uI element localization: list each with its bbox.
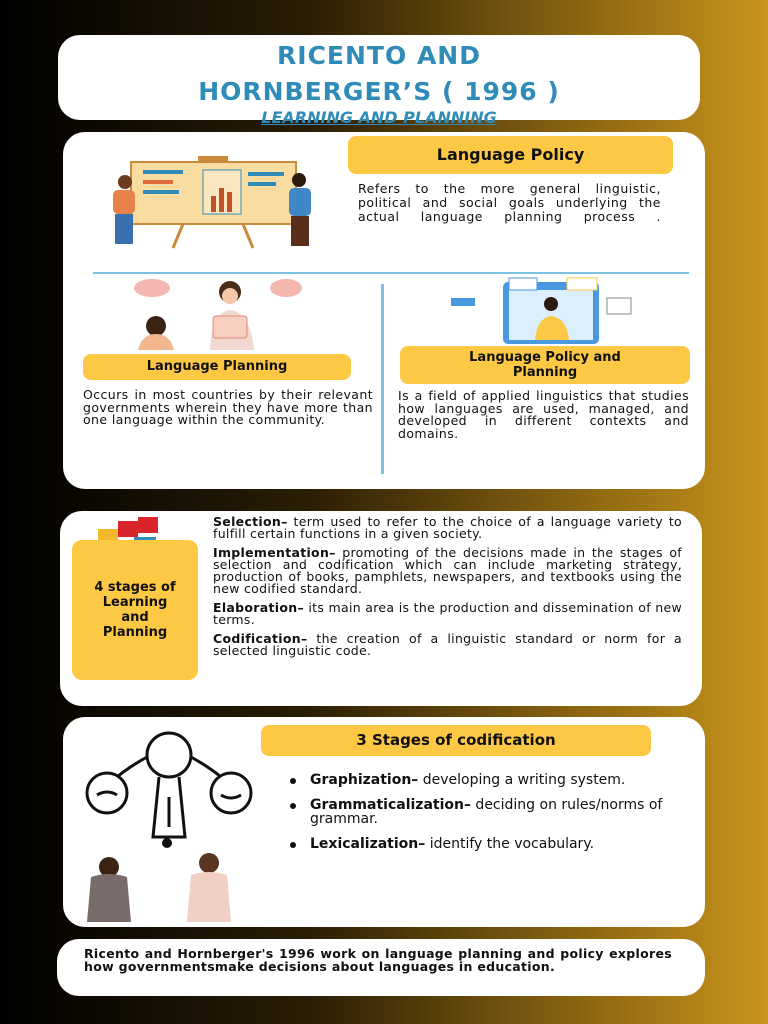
codification-term: Grammaticalization– [310,797,471,813]
stage-list [213,516,682,664]
four-stages-line1: 4 stages of [94,580,176,595]
codification-term: Graphization– [310,772,419,788]
stage-desc: term used to refer to the choice of a language variety to fulfill certain functions in a given society. [213,514,682,541]
meeting-illustration [103,156,328,251]
four-stages-line2: Learning [102,595,168,610]
stage-codification [213,633,682,657]
title-card [58,35,700,127]
bullet-dot-icon [290,803,296,809]
footer-card [57,939,705,996]
codification-desc: identify the vocabulary. [425,836,595,852]
stage-desc: its main area is the production and dissemination of new terms. [213,600,682,627]
codification-heading: 3 Stages of codification [261,725,651,756]
bullet-dot-icon [290,778,296,784]
policy-and-planning-heading [400,346,690,384]
codification-desc: deciding on rules/norms of grammar. [310,797,663,827]
stage-desc: the creation of a linguistic standard or norm for a selected linguistic code. [213,631,682,658]
stage-selection [213,516,682,540]
footer-text: Ricento and Hornberger's 1996 work on language planning and policy explores how governmentsmake decisions about languages in education. [84,946,672,974]
vertical-divider [381,284,384,474]
language-policy-heading: Language Policy [348,136,673,174]
four-stages-box [72,540,198,680]
bullet-lexicalization [288,837,688,851]
language-policy-text: Refers to the more general linguistic, political and social goals underlying the actual language planning process . [358,181,661,224]
codification-term: Lexicalization– [310,836,426,852]
page-subtitle: LEARNING AND PLANNING [261,108,497,127]
definitions-card [63,132,705,489]
codification-card [63,717,705,927]
language-planning-heading: Language Planning [83,354,351,380]
policy-and-planning-heading-line2: Planning [512,365,578,380]
stage-term: Selection– [213,514,288,529]
bullet-grammaticalization [288,798,688,826]
language-planning-text: Occurs in most countries by their relevant governments wherein they have more than one language within the community. [83,387,373,427]
teacher-illustration [108,278,308,350]
stage-implementation [213,547,682,595]
online-illustration [443,274,643,346]
four-stages-line3: and [121,610,149,625]
heads-illustration [69,727,269,922]
stage-desc: promoting of the decisions made in the stages of selection and codification which can include marketing strategy, production of books, pamphlets, newspapers, and textbooks using the new codified standard. [213,545,682,596]
codification-list [288,773,688,862]
page-title-line1: RICENTO AND [277,41,481,70]
bullet-dot-icon [290,842,296,848]
stage-elaboration [213,602,682,626]
bullet-graphization [288,773,688,787]
stage-term: Implementation– [213,545,336,560]
page-title-line2: HORNBERGER’S ( 1996 ) [198,77,560,106]
policy-and-planning-heading-line1: Language Policy and [469,350,621,365]
stage-term: Elaboration– [213,600,304,615]
stages-card [60,511,702,706]
policy-and-planning-text: Is a field of applied linguistics that studies how languages are used, managed, and developed in different contexts and domains. [398,388,689,441]
stage-term: Codification– [213,631,308,646]
four-stages-line4: Planning [102,625,168,640]
codification-desc: developing a writing system. [418,772,626,788]
